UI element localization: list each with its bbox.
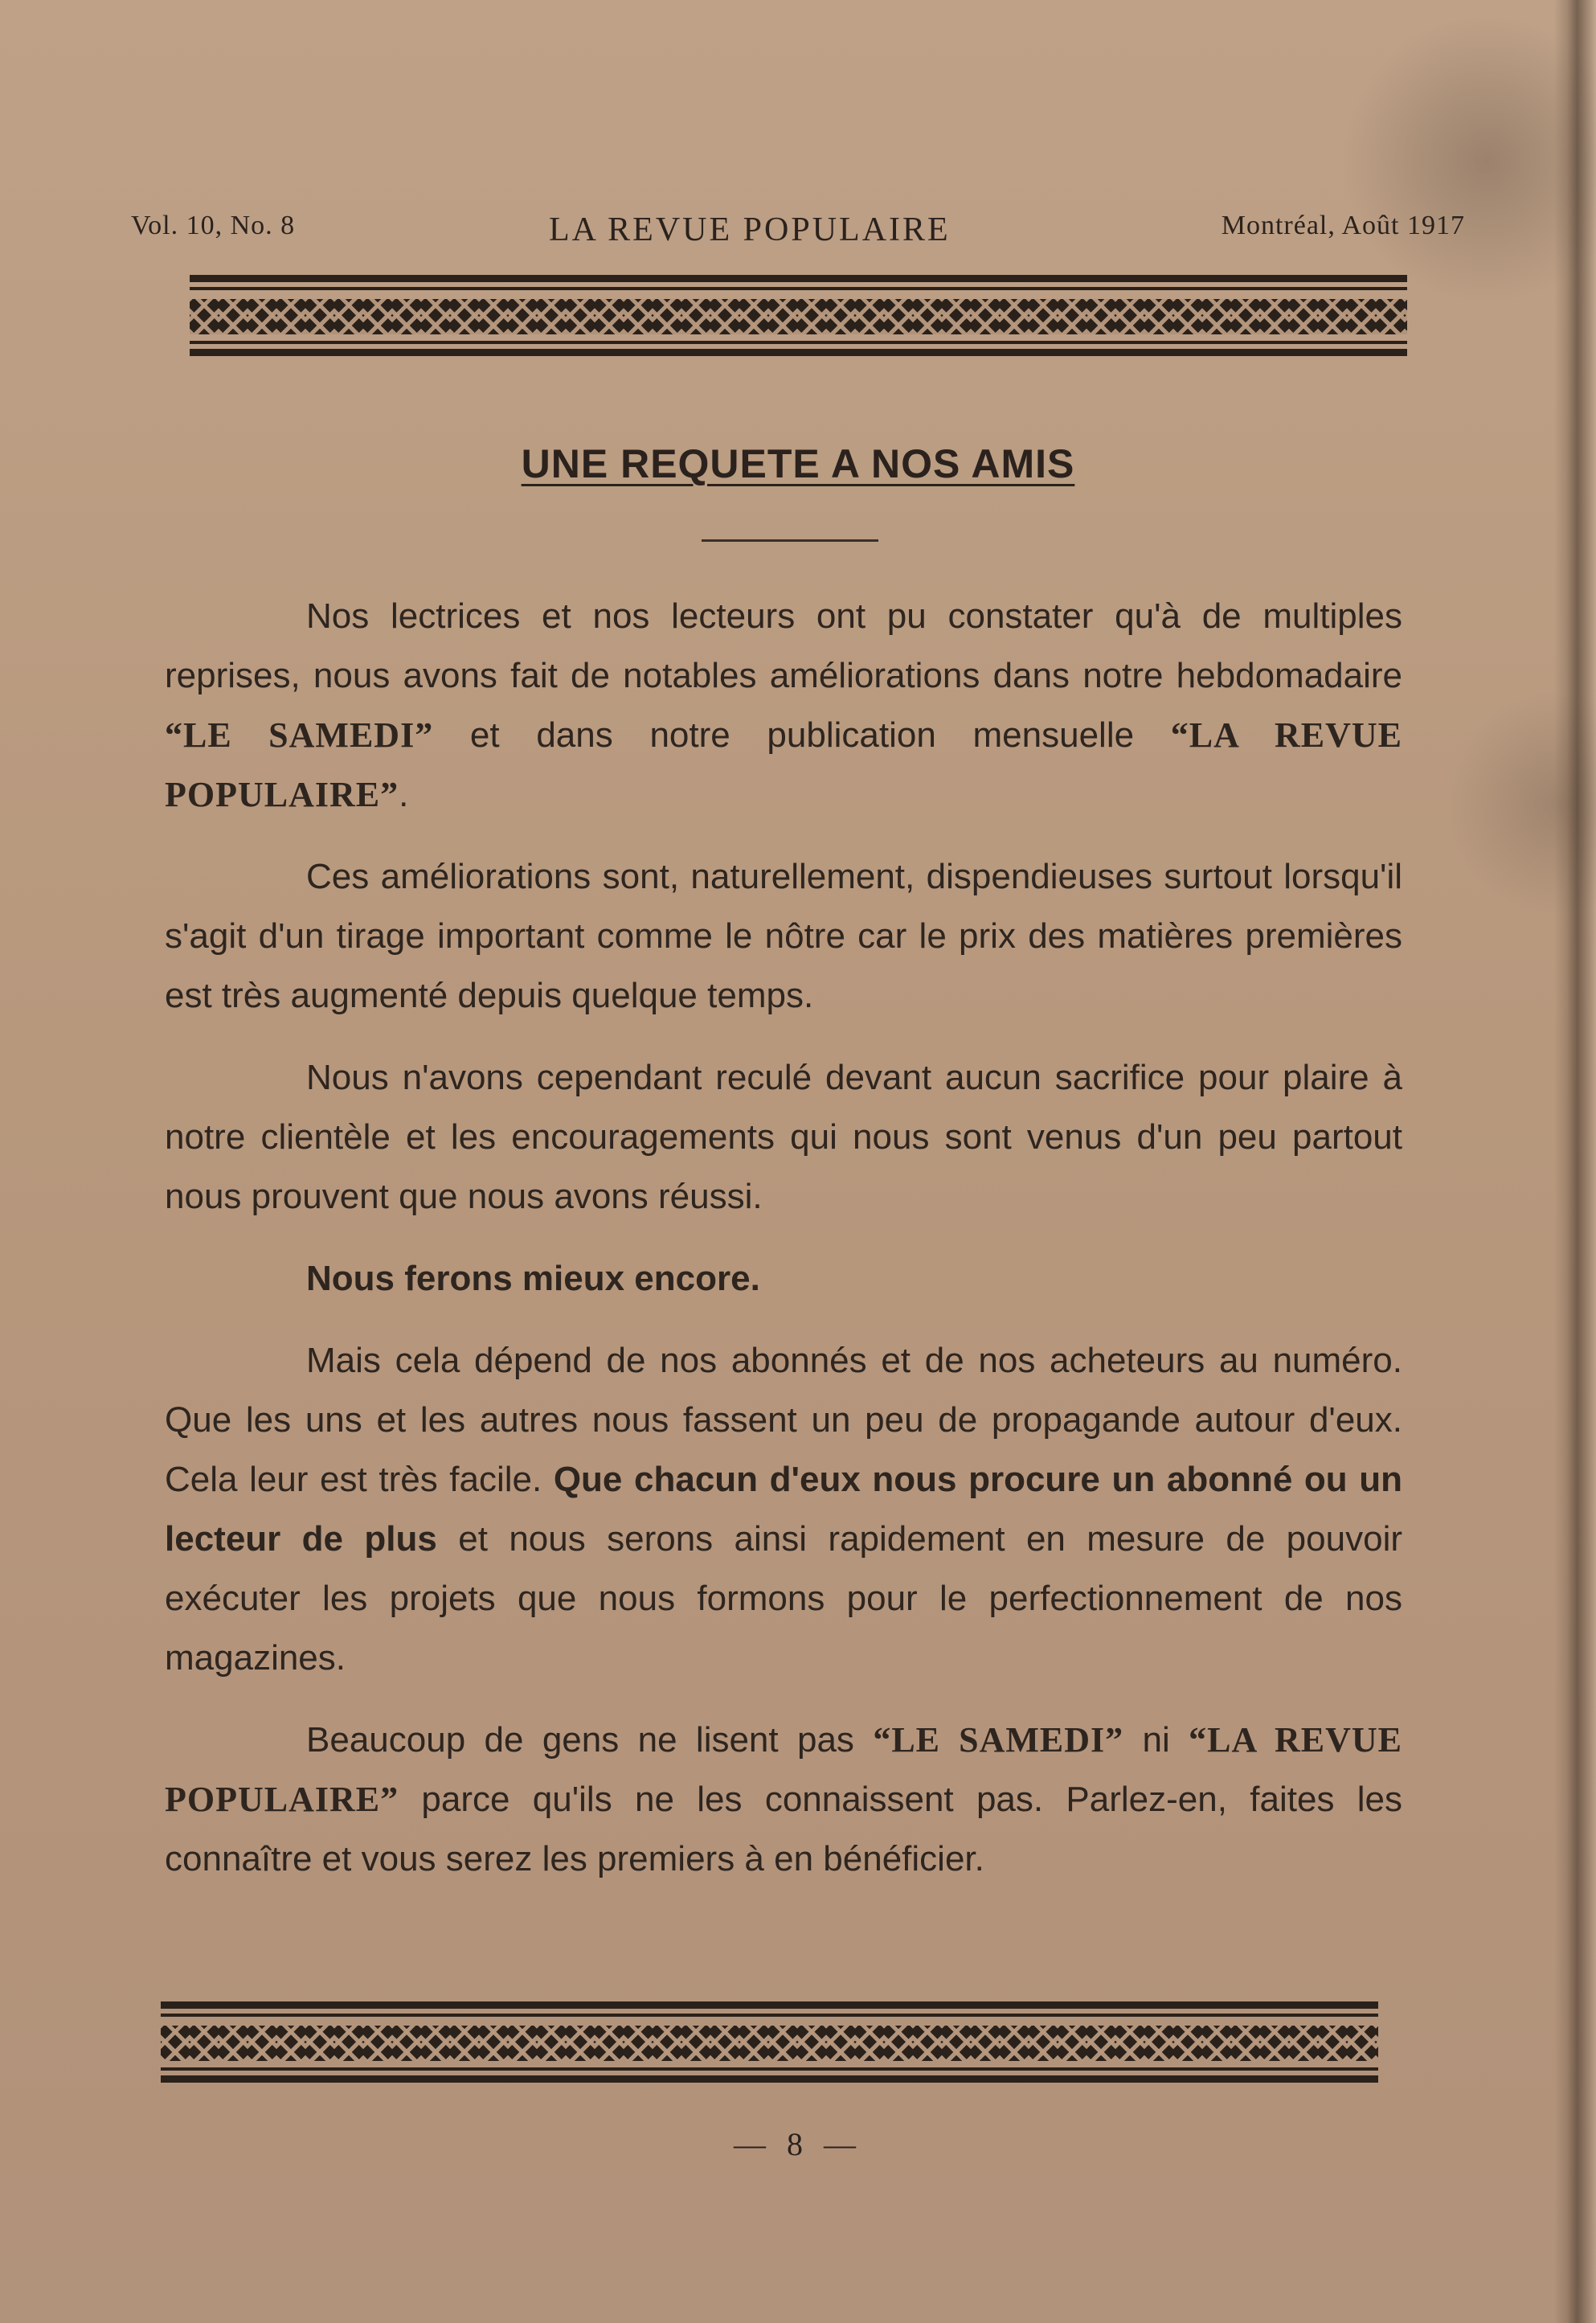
paragraph-1: [165, 587, 1402, 825]
ornament-rule-bottom-thin: [190, 341, 1407, 344]
bottom-ornamental-border: [161, 2001, 1378, 2087]
paragraph-5-text-a: Mais cela dépend de nos abonnés et de nos acheteurs au numéro. Que les uns et les autres nous fassent un peu de propagande autour d'eux. Cela leur est très facile.: [165, 1341, 1402, 1499]
ornament-rule-top-thin: [161, 2014, 1378, 2017]
paragraph-6-text-a: Beaucoup de gens ne lisent pas: [306, 1720, 874, 1760]
le-samedi-title: “LE SAMEDI”: [165, 715, 434, 755]
la-revue-populaire-title-2: “LA REVUE POPULAIRE”: [165, 1720, 1403, 1819]
paragraph-4: Nous ferons mieux encore.: [306, 1259, 760, 1298]
ornament-band: [161, 2026, 1378, 2061]
le-samedi-title-2: “LE SAMEDI”: [873, 1720, 1124, 1760]
page-number: — 8 —: [734, 2126, 862, 2162]
article-body: [165, 587, 1402, 1911]
article-title: UNE REQUETE A NOS AMIS: [521, 441, 1075, 486]
ornament-band: [190, 299, 1407, 334]
ornament-rule-bottom: [161, 2075, 1378, 2083]
ornament-rule-top: [190, 275, 1407, 282]
issue-date: Montréal, Août 1917: [1221, 211, 1465, 240]
paragraph-5-text-c: et nous serons ainsi rapidement en mesure de pouvoir exécuter les projets que nous formons pour le perfectionnement de nos magazines.: [165, 1519, 1402, 1678]
ornament-rule-top-thin: [190, 287, 1407, 290]
issue-number: Vol. 10, No. 8: [131, 211, 296, 240]
ornament-rule-bottom: [190, 349, 1407, 356]
paragraph-6-text-c: ni: [1123, 1720, 1189, 1760]
paragraph-1-text-c: et dans notre publication mensuelle: [433, 715, 1171, 755]
paragraph-5-emphasis: Que chacun d'eux nous procure un abonné ou un lecteur de plus: [165, 1460, 1403, 1559]
page-edge-shadow: [1554, 0, 1596, 2323]
paragraph-2: Ces améliorations sont, naturellement, dispendieuses surtout lorsqu'il s'agit d'un tirage important comme le nôtre car le prix des matières premières est très augmenté depuis quelque temps.: [165, 857, 1402, 1015]
ornament-rule-bottom-thin: [161, 2067, 1378, 2071]
paragraph-3: Nous n'avons cependant reculé devant aucun sacrifice pour plaire à notre clientèle et les encouragements qui nous sont venus d'un peu partout nous prouvent que nous avons réussi.: [165, 1058, 1402, 1216]
paragraph-1-text-e: .: [399, 775, 409, 814]
journal-title: LA REVUE POPULAIRE: [549, 211, 951, 248]
la-revue-populaire-title: “LA REVUE POPULAIRE”: [165, 715, 1402, 814]
paragraph-1-text-a: Nos lectrices et nos lecteurs ont pu constater qu'à de multiples reprises, nous avons fait de notables améliorations dans notre hebdomadaire: [165, 596, 1402, 695]
paragraph-6-text-e: parce qu'ils ne les connaissent pas. Parlez-en, faites les connaître et vous serez les premiers à en bénéficier.: [165, 1780, 1402, 1878]
paragraph-5: [165, 1331, 1402, 1688]
running-header: [131, 211, 1465, 248]
ornament-rule-top: [161, 2001, 1378, 2009]
title-divider: [702, 539, 878, 542]
paragraph-6: [165, 1710, 1402, 1889]
top-ornamental-border: [190, 275, 1407, 360]
